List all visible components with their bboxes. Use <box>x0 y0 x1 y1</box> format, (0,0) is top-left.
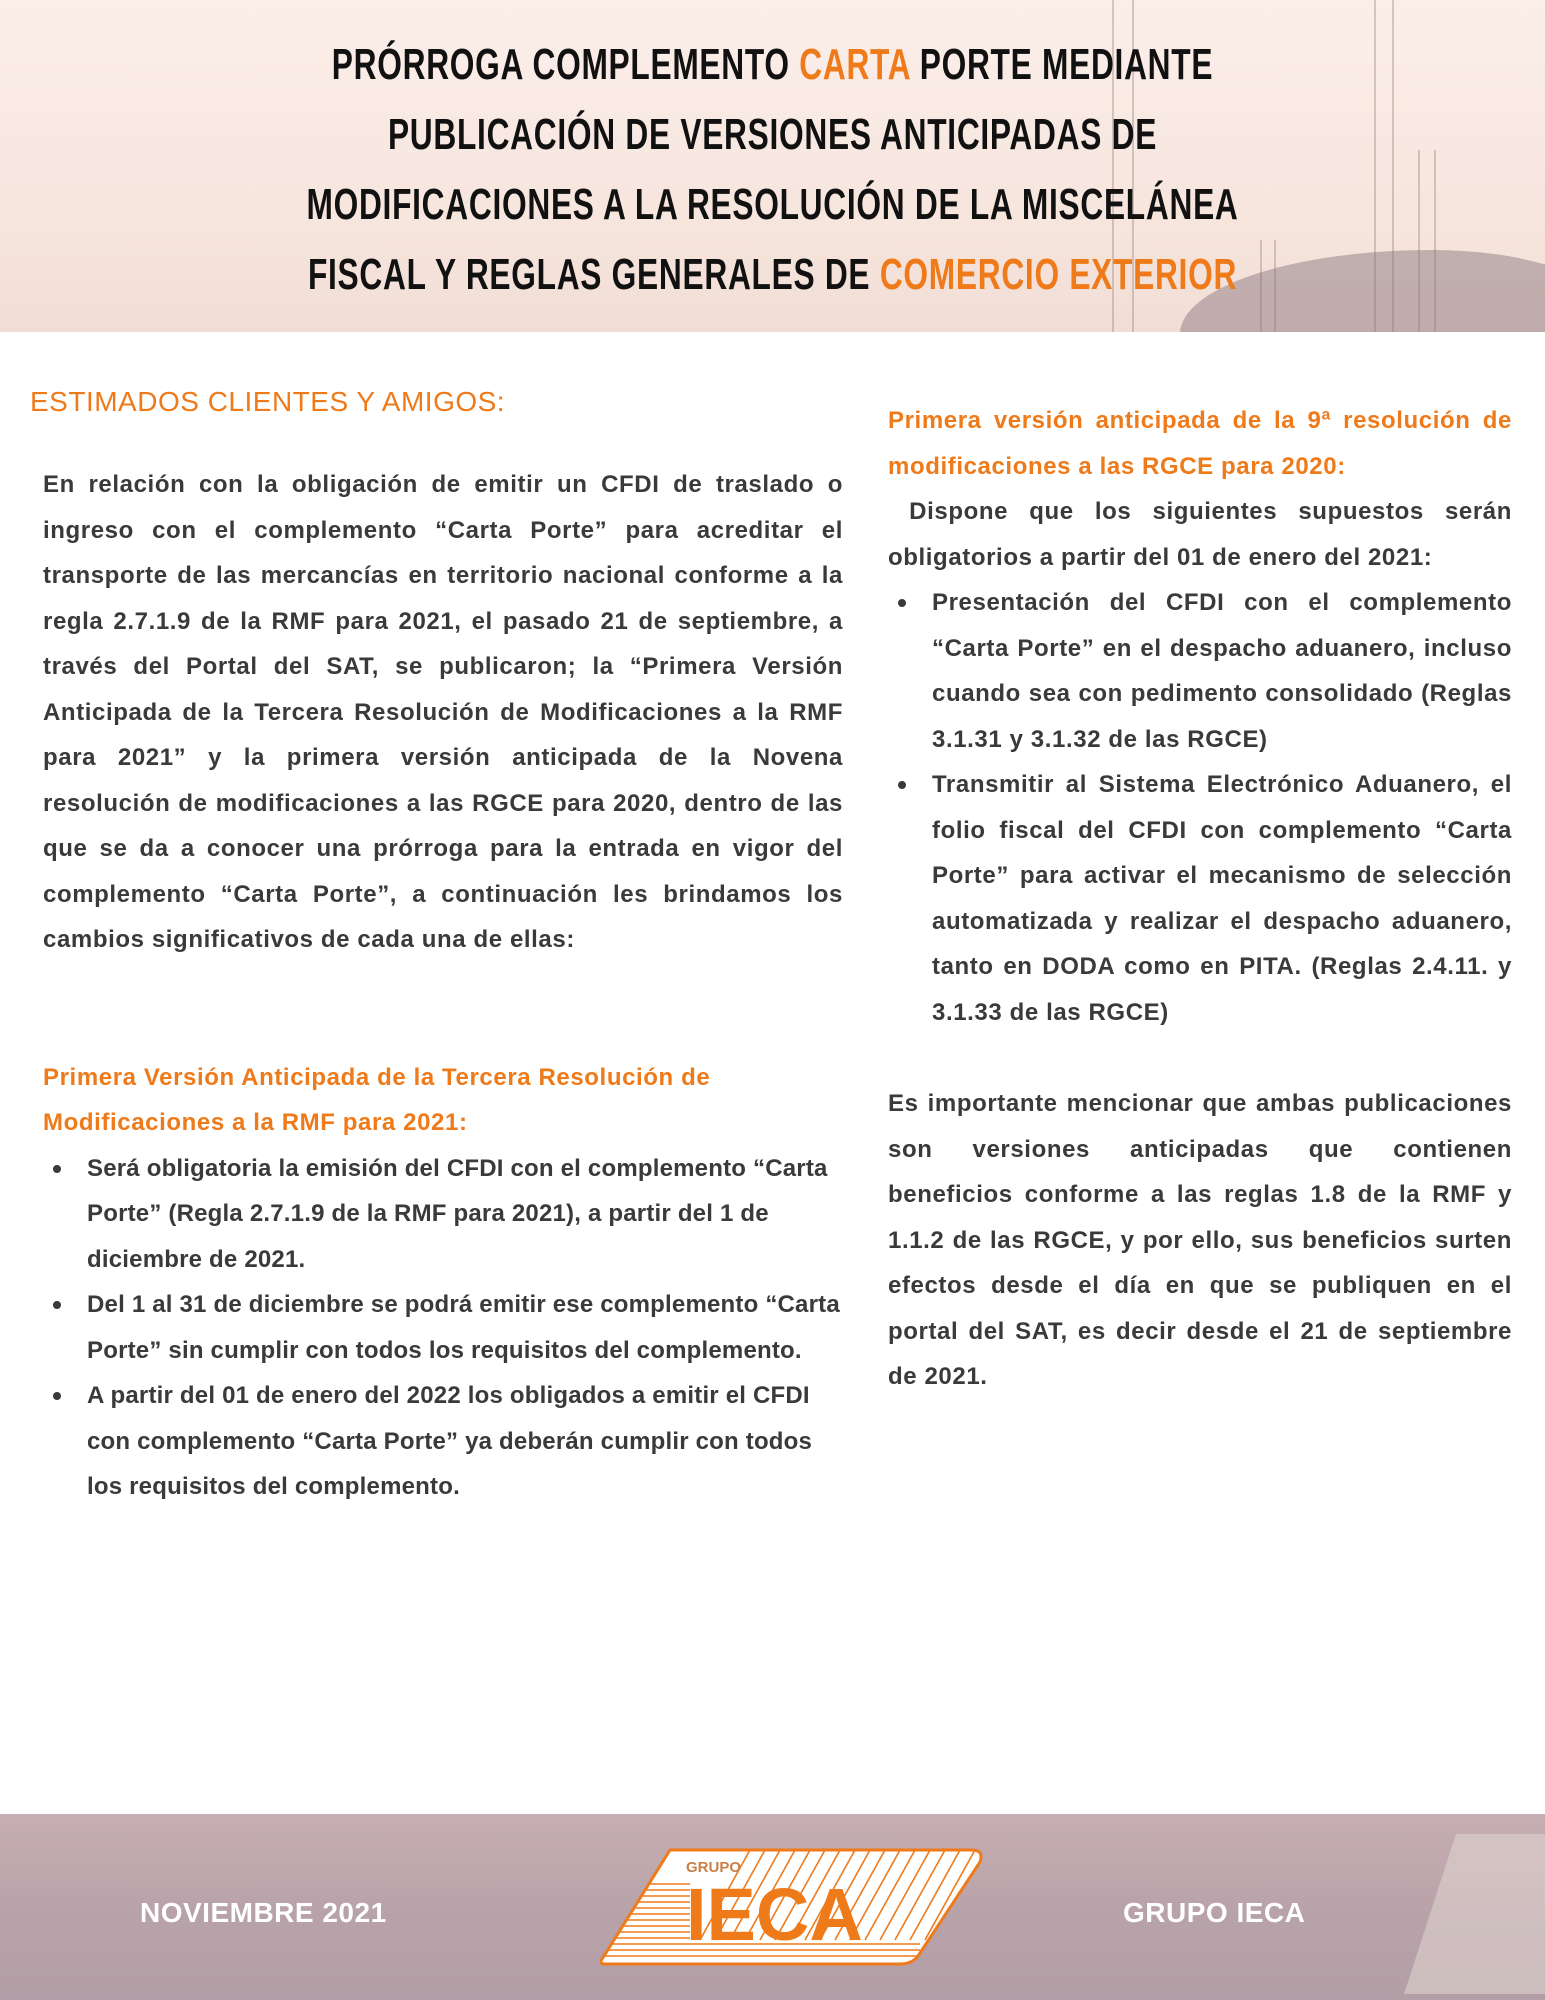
intro-paragraph: En relación con la obligación de emitir un CFDI de traslado o ingreso con el complemento “Carta Porte” para acreditar el transporte de las mercancías en territorio nacional conforme a la regla 2.7.1.9 de la RMF para 2021, el pasado 21 de septiembre, a través del Portal del SAT, se publicaron; la “Primera Versión Anticipada de la Tercera Resolución de Modificaciones a la RMF para 2021” y la primera versión anticipada de la Novena resolución de modificaciones a las RGCE para 2020, dentro de las que se da a conocer una prórroga para la entrada en vigor del complemento “Carta Porte”, a continuación les brindamos los cambios significativos de cada una de ellas: <box>43 471 843 953</box>
bullet-icon <box>53 1392 61 1400</box>
right-column <box>888 398 1520 1400</box>
logo-graphic <box>600 1844 984 1970</box>
greeting-heading: ESTIMADOS CLIENTES Y AMIGOS: <box>30 386 506 417</box>
list-item <box>43 1282 843 1373</box>
bullet-icon <box>53 1165 61 1173</box>
closing-paragraph: Es importante mencionar que ambas publicaciones son versiones anticipadas que contienen beneficios conforme a las reglas 1.8 de la RMF y 1.1.2 de las RGCE, y por ello, sus beneficios surten efectos desde el día en que se publiquen en el portal del SAT, es decir desde el 21 de septiembre de 2021. <box>888 1090 1512 1390</box>
title-line <box>216 100 1328 170</box>
title-text: FISCAL Y REGLAS GENERALES DE <box>307 250 880 299</box>
logo-big-text: IECA <box>686 1873 863 1956</box>
list-item-text: Transmitir al Sistema Electrónico Aduanero, el folio fiscal del CFDI con complemento “Carta Porte” para activar el mecanismo de selección automatizada y realizar el despacho aduanero, tanto en DODA como en PITA. (Reglas 2.4.11. y 3.1.33 de las RGCE) <box>932 771 1512 1026</box>
rgce-intro-paragraph: Dispone que los siguientes supuestos serán obligatorios a partir del 01 de enero del 2021: <box>888 498 1520 571</box>
list-item <box>888 762 1512 1035</box>
spacer <box>43 963 843 1055</box>
title-line <box>216 240 1328 310</box>
spacer <box>888 1035 1512 1081</box>
title-text: PRÓRROGA COMPLEMENTO <box>331 40 800 89</box>
bullet-icon <box>898 781 906 789</box>
title-line <box>216 30 1328 100</box>
grupo-ieca-logo <box>600 1844 984 1970</box>
left-column <box>43 462 843 1510</box>
list-item-text: Será obligatoria la emisión del CFDI con el complemento “Carta Porte” (Regla 2.7.1.9 de la RMF para 2021), a partir del 1 de diciembre de 2021. <box>87 1154 828 1273</box>
bullet-icon <box>53 1301 61 1309</box>
list-item <box>888 580 1512 762</box>
title-accent-text: COMERCIO EXTERIOR <box>879 250 1238 299</box>
rmf-bullet-list <box>43 1146 843 1510</box>
list-item-text: Del 1 al 31 de diciembre se podrá emitir ese complemento “Carta Porte” sin cumplir con todos los requisitos del complemento. <box>87 1291 840 1364</box>
list-item-text: A partir del 01 de enero del 2022 los obligados a emitir el CFDI con complemento “Carta Porte” ya deberán cumplir con todos los requisitos del complemento. <box>87 1382 813 1500</box>
rgce-section-heading: Primera versión anticipada de la 9ª resolución de modificaciones a las RGCE para 2020: <box>888 407 1512 480</box>
list-item-text: Presentación del CFDI con el complemento “Carta Porte” en el despacho aduanero, incluso cuando sea con pedimento consolidado (Reglas 3.1.31 y 3.1.32 de las RGCE) <box>932 589 1512 753</box>
footer-date: NOVIEMBRE 2021 <box>140 1897 387 1928</box>
rgce-bullet-list <box>888 580 1512 1035</box>
rmf-section-heading: Primera Versión Anticipada de la Tercera Resolución de Modificaciones a la RMF para 2021: <box>43 1063 711 1136</box>
title-text: PUBLICACIÓN DE VERSIONES ANTICIPADAS DE <box>387 110 1158 159</box>
list-item <box>43 1146 843 1283</box>
title-line <box>216 170 1328 240</box>
title-accent-text: CARTA <box>799 40 911 89</box>
list-item <box>43 1373 843 1510</box>
logo-small-text: GRUPO <box>686 1859 742 1876</box>
title-text: MODIFICACIONES A LA RESOLUCIÓN DE LA MISCELÁNEA <box>306 180 1239 229</box>
title-text: PORTE MEDIANTE <box>910 40 1214 89</box>
header-banner <box>0 0 1545 332</box>
page-title <box>216 30 1328 310</box>
footer-banner <box>0 1814 1545 2000</box>
ship-image-element <box>1404 1834 1545 1994</box>
footer-brand: GRUPO IECA <box>1123 1897 1306 1928</box>
bullet-icon <box>898 599 906 607</box>
